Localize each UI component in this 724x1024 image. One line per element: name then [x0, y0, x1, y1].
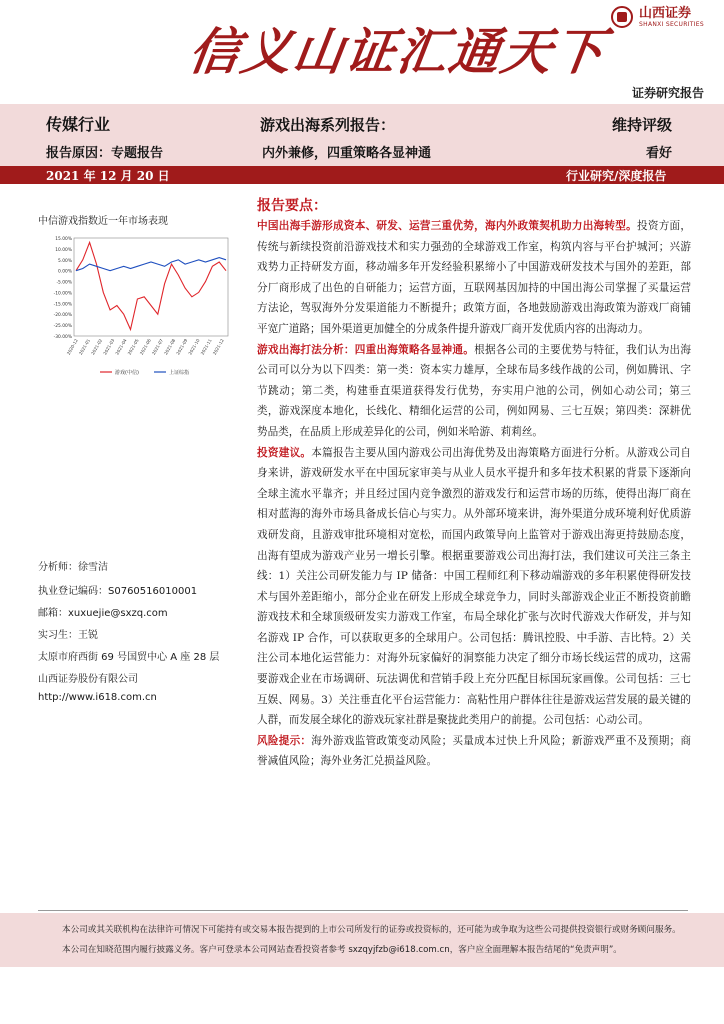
y-tick-label: 10.00% — [55, 247, 72, 253]
paragraph-advantages — [257, 216, 691, 340]
x-tick-label: 2020-12 — [65, 338, 79, 356]
y-tick-label: -10.00% — [53, 291, 72, 297]
analyst-email: 邮箱：xuxuejie@sxzq.com — [38, 608, 168, 619]
analyst-assistant: 实习生：王锐 — [38, 630, 98, 641]
x-tick-label: 2021-10 — [187, 338, 201, 356]
chart-title: 中信游戏指数近一年市场表现 — [38, 216, 168, 227]
industry-label: 传媒行业 — [46, 115, 111, 134]
analyst-license: 执业登记编码：S0760516010001 — [38, 586, 198, 597]
date-bar — [0, 166, 724, 184]
rating-value: 看好 — [646, 146, 673, 161]
company-website[interactable]: http://www.i618.com.cn — [38, 692, 157, 703]
paragraph-strategies-highlight: 游戏出海打法分析：四重出海策略各显神通。 — [257, 343, 475, 356]
y-tick-label: -25.00% — [53, 324, 72, 330]
paragraph-investment — [257, 443, 691, 731]
rating-label: 维持评级 — [612, 116, 673, 134]
key-points-heading: 报告要点： — [257, 198, 327, 214]
paragraph-strategies — [257, 340, 691, 443]
series-line-shanghai-index — [76, 258, 226, 271]
paragraph-strategies-text: 根据各公司的主要优势与特征，我们认为出海公司可以分为以下四类：第一类：资本实力雄厚，全球布局多线作战的公司，例如腾讯、字节跳动；第二类，构建垂直渠道获得发行优势，夯实用户池的公司，例如心动公司；第三类，游戏深度本地化，长线化、精细化运营的公司，例如网易、三七互娱；第四类：深耕优势品类，在品质上形成差异化的公司，例如米哈游、莉莉丝。 — [257, 343, 692, 438]
x-tick-label: 2021-04 — [114, 338, 128, 356]
legend-label-game-index: 游戏(中信) — [115, 370, 139, 376]
report-type-label: 证券研究报告 — [631, 86, 704, 100]
company-logo — [611, 6, 704, 28]
footer-divider — [38, 910, 688, 911]
y-tick-label: -15.00% — [53, 302, 72, 308]
y-tick-label: 5.00% — [58, 258, 72, 264]
report-subtitle: 内外兼修，四重策略各显神通 — [262, 146, 432, 161]
y-tick-label: -30.00% — [53, 335, 72, 340]
logo-cn-text: 山西证券 — [639, 5, 692, 21]
paragraph-advantages-highlight: 中国出海手游形成资本、研发、运营三重优势，海内外政策契机助力出海转型。 — [257, 220, 637, 232]
x-tick-label: 2021-12 — [211, 338, 225, 356]
y-tick-label: 15.00% — [55, 237, 72, 242]
company-logo-icon — [611, 6, 633, 28]
series-title: 游戏出海系列报告： — [260, 116, 396, 134]
logo-en-text: SHANXI SECURITIES — [639, 20, 704, 28]
company-address: 太原市府西街 69 号国贸中心 A 座 28 层 — [38, 652, 220, 663]
x-tick-label: 2021-01 — [77, 338, 92, 356]
paragraph-investment-highlight: 投资建议。 — [257, 446, 312, 459]
report-body — [257, 196, 691, 772]
x-tick-label: 2021-07 — [150, 338, 165, 356]
title-band — [0, 104, 724, 166]
series-line-game-index — [76, 242, 226, 329]
paragraph-risk — [257, 731, 691, 772]
chart-plot-frame — [74, 238, 228, 336]
x-tick-label: 2021-05 — [126, 338, 140, 356]
legend-label-shanghai-index: 上证综指 — [169, 370, 190, 376]
analyst-name: 分析师：徐雪洁 — [38, 562, 108, 573]
report-date: 2021 年 12 月 20 日 — [46, 169, 170, 183]
x-tick-label: 2021-09 — [175, 338, 189, 356]
footer-disclaimer: 本公司或其关联机构在法律许可情况下可能持有或交易本报告提到的上市公司所发行的证券或投资标的，还可能为或争取为这些公司提供投资银行或财务顾问服务。本公司在知晓范围内履行披露义务。客户可登录本公司网站查看投资者参考 sxzqyjfzb@i618.com.cn，客户应全面理解本报告结尾的“免责声明”。 — [62, 925, 681, 955]
header-slogan: 信义山证汇通天下 — [185, 23, 610, 81]
y-tick-label: 0.00% — [58, 269, 72, 275]
x-tick-label: 2021-02 — [90, 338, 104, 356]
x-tick-label: 2021-11 — [199, 338, 213, 356]
y-tick-label: -5.00% — [56, 280, 72, 286]
index-performance-chart — [38, 232, 238, 380]
x-tick-label: 2021-03 — [102, 338, 116, 356]
y-tick-label: -20.00% — [53, 313, 72, 319]
report-category: 行业研究/深度报告 — [566, 169, 667, 183]
paragraph-advantages-text: 投资方面，传统与新续投资前沿游戏技术和实力强劲的全球游戏工作室，构筑内容与平台护城河；兴游戏势力正持研发方面，移动端多年开发经验积累缔小了中国游戏研发技术与国外的差距，部分厂商形成了出色的自研能力；运营方面，互联网基因加持的中国出海公司掌握了买量运营方法论，驾驭海外分发渠道能力不断提升；政策方面，各地鼓励游戏出海政策为游戏厂商铺平宽广道路；国外渠道更加健全的分成条件提升游戏厂商开发优质内容的出海动力。 — [257, 220, 692, 335]
paragraph-investment-text: 本篇报告主要从国内游戏公司出海优势及出海策略方面进行分析。从游戏公司自身来讲，游戏研发水平在中国玩家审美与从业人员水平提升和多年技术积累的背景下逐渐向全球主流水平靠齐；并且经过国内竞争激烈的游戏发行和运营市场的历练，使得出海厂商在相对蓝海的海外市场具备成长信心与实力。从外部环境来讲，海外渠道分成环境利好优质游戏研发商，且游戏审批环境相对宽松，而国内政策导向上监管对于游戏出海更持鼓励态度，出海有望成为游戏产业另一增长引擎。根据重要游戏公司出海打法，我们建议可关注三条主线：1）关注公司研发能力与 IP 储备：中国工程师红利下移动端游戏的多年积累使得研发技术与国外差距缩小，部分企业在研发上形成全球竞争力，同时头部游戏企业正不断投资前瞻游戏技术和全球顶级研发实力游戏工作室，布局全球化扩张与次时代游戏大作研发，并与知名游戏 IP 合作，可以获取更多的全球用户。公司包括：腾讯控股、中手游、吉比特。2）关注公司本地化运营能力：对海外玩家偏好的洞察能力决定了细分市场长线运营的成功，这需要游戏企业在市场调研、玩法调优和营销手段上充分匹配目标国玩家画像。公司包括：三七互娱、网易。3）关注垂直化平台运营能力：高粘性用户群体往往是游戏运营发展的最关键的人群，而发展全球化的游戏玩家社群是聚拢此类用户的前提。公司包括：心动公司。 — [257, 446, 692, 727]
x-tick-label: 2021-08 — [163, 338, 177, 356]
paragraph-risk-highlight: 风险提示： — [257, 734, 312, 747]
report-reason: 报告原因：专题报告 — [46, 146, 164, 161]
x-tick-label: 2021-06 — [138, 338, 152, 356]
company-name: 山西证券股份有限公司 — [38, 674, 138, 685]
paragraph-risk-text: 海外游戏监管政策变动风险；买量成本过快上升风险；新游戏严重不及预期；商誉减值风险；海外业务汇兑损益风险。 — [257, 734, 692, 768]
